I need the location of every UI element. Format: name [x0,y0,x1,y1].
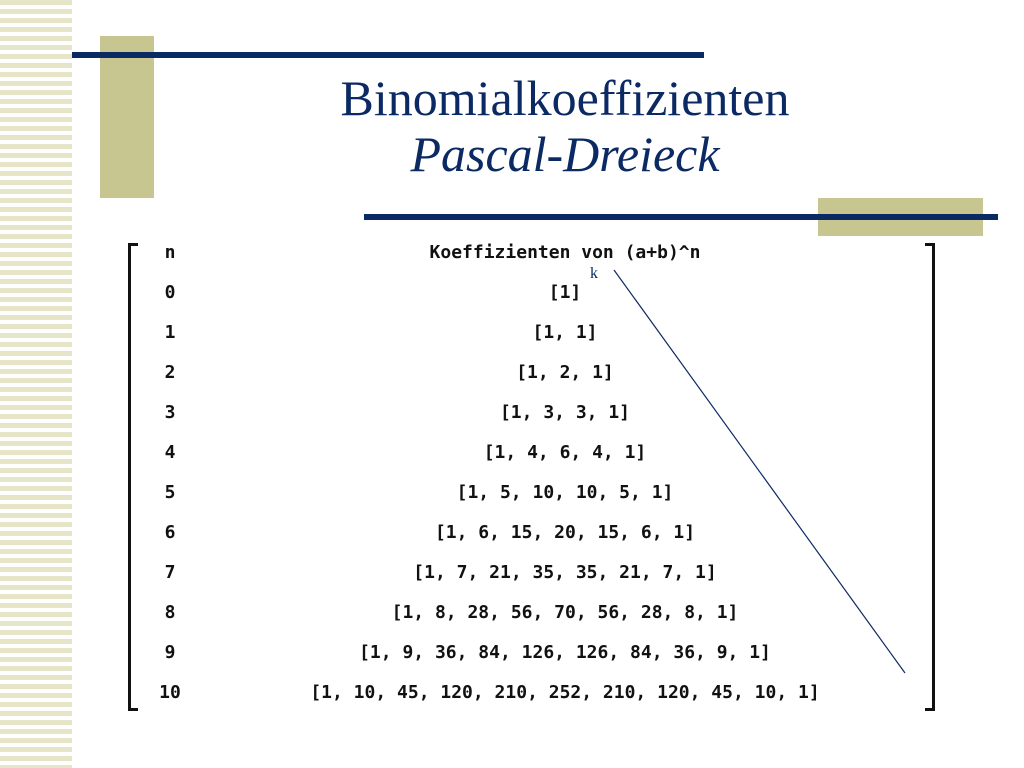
row-coefficients: [1, 1] [532,322,598,343]
row-n: 5 [164,482,176,503]
row-n: 0 [164,282,176,303]
row-n: 7 [164,562,176,583]
header-coefficients: Koeffizienten von (a+b)^n [429,242,701,263]
row-n: 10 [159,682,181,703]
row-coefficients: [1, 10, 45, 120, 210, 252, 210, 120, 45, 10, 1] [310,682,820,703]
row-n: 1 [164,322,176,343]
row-coefficients: [1, 4, 6, 4, 1] [483,442,647,463]
row-coefficients: [1, 8, 28, 56, 70, 56, 28, 8, 1] [391,602,739,623]
row-coefficients: [1, 6, 15, 20, 15, 6, 1] [434,522,696,543]
row-coefficients: [1, 7, 21, 35, 35, 21, 7, 1] [413,562,717,583]
row-coefficients: [1, 2, 1] [516,362,614,383]
row-n: 2 [164,362,176,383]
slide-title: Binomialkoeffizienten [340,70,790,126]
diagonal-line [614,270,905,673]
row-n: 9 [164,642,176,663]
row-coefficients: [1, 3, 3, 1] [499,402,631,423]
slide-subtitle: Pascal-Dreieck [410,126,720,182]
row-coefficients: [1, 9, 36, 84, 126, 126, 84, 36, 9, 1] [359,642,771,663]
row-coefficients: [1] [548,282,582,303]
header-n: n [164,242,176,263]
row-coefficients: [1, 5, 10, 10, 5, 1] [456,482,674,503]
k-annotation-label: k [590,265,598,282]
row-n: 4 [164,442,176,463]
row-n: 3 [164,402,176,423]
row-n: 8 [164,602,176,623]
row-n: 6 [164,522,176,543]
